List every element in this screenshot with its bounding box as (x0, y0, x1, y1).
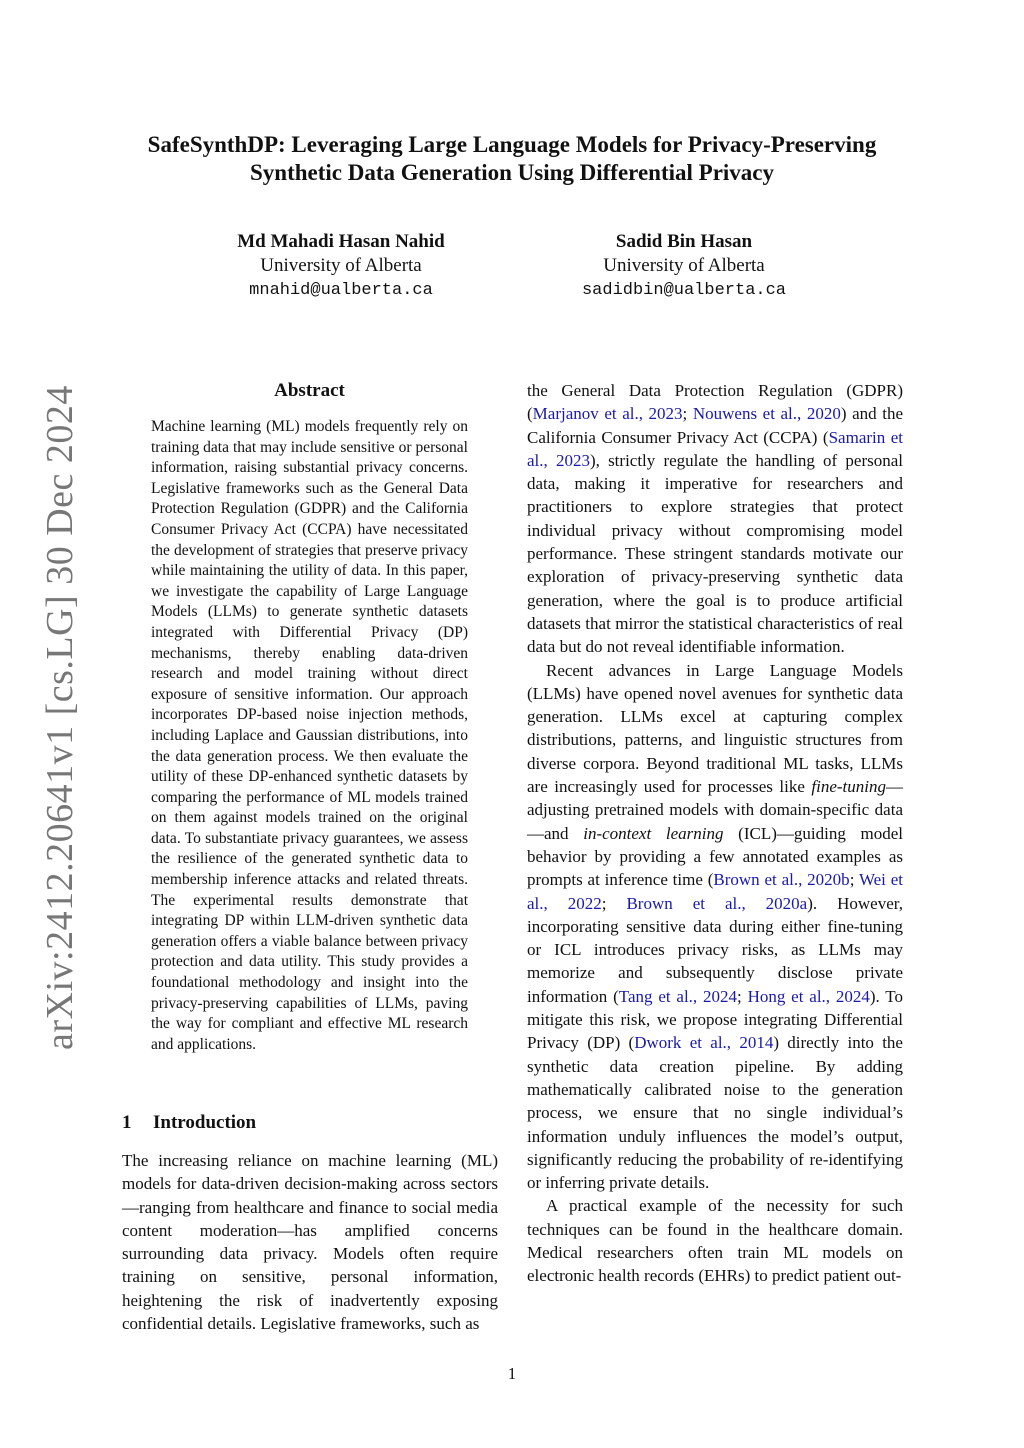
author-email: sadidbin@ualberta.ca (581, 281, 787, 300)
author-1 (191, 230, 491, 304)
author-affiliation: University of Alberta (260, 255, 422, 276)
author-name: Md Mahadi Hasan Nahid (237, 231, 445, 252)
author-2 (534, 230, 834, 304)
title-line-2: Synthetic Data Generation Using Differential Privacy (249, 160, 775, 185)
citation-link[interactable]: Dwork et al., 2014 (634, 1033, 774, 1053)
citation-link[interactable]: Hong et al., 2024 (747, 986, 870, 1006)
section-heading (122, 1111, 498, 1135)
paragraph: Recent advances in Large Language Models (LLMs) have opened novel avenues for synthetic data generation. LLMs excel at capturing complex distributions, patterns, and linguistic structures from diverse corpora. Beyond traditional ML tasks, LLMs are increasingly used for processes like fine-tuning—adjusting pretrained models with domain-specific data—and in-context learning (ICL)—guiding model behavior by providing a few annotated examples as prompts at inference time (Brown et al., 2020b; Wei et al., 2022; Brown et al., 2020a). However, incorporating sensitive data during either fine-tuning or ICL introduces privacy risks, as LLMs may memorize and subsequently disclose private information (Tang et al., 2024; Hong et al., 2024). To mitigate this risk, we propose integrating Differential Privacy (DP) (Dwork et al., 2014) directly into the synthetic data creation pipeline. By adding mathematically calibrated noise to the generation process, we ensure that no single individual’s information unduly influences the model’s output, significantly reducing the probability of re-identifying or inferring private details. (527, 660, 904, 1193)
right-column (527, 379, 903, 1288)
intro-paragraph: The increasing reliance on machine learning (ML) models for data-driven decision-making across sectors—ranging from healthcare and finance to social media content moderation—has amplified concerns surrounding data privacy. Models often require training on sensitive, personal information, heightening the risk of inadvertently exposing confidential details. Legislative frameworks, such as (122, 1151, 498, 1334)
paragraph: the General Data Protection Regulation (GDPR) (Marjanov et al., 2023; Nouwens et al., 2020) and the California Consumer Privacy Act (CCPA) (Samarin et al., 2023), strictly regulate the handling of personal data, making it imperative for researchers and practitioners to explore strategies that protect individual privacy without compromising model performance. These stringent standards motivate our exploration of privacy-preserving synthetic data generation, where the goal is to produce artificial datasets that mirror the statistical characteristics of real data but do not reveal identifiable information. (527, 381, 903, 657)
author-email: mnahid@ualberta.ca (249, 281, 433, 300)
section-number: 1 (122, 1112, 132, 1133)
arxiv-stamp: arXiv:2412.20641v1 [cs.LG] 30 Dec 2024 (39, 385, 81, 1050)
citation-link[interactable]: Samarin et al., 2023 (527, 427, 903, 470)
author-affiliation: University of Alberta (603, 255, 765, 276)
paper-title (100, 131, 924, 187)
section-title: Introduction (153, 1112, 257, 1133)
abstract-text: Machine learning (ML) models frequently rely on training data that may include sensitive or personal information, raising substantial privacy concerns. Legislative frameworks such as the General Data Protection Regulation (GDPR) and the California Consumer Privacy Act (CCPA) have necessitated the development of strategies that preserve privacy while maintaining the utility of data. In this paper, we investigate the capability of Large Language Models (LLMs) to generate synthetic datasets integrated with Differential Privacy (DP) mechanisms, thereby enabling data-driven research and model training without direct exposure of sensitive information. Our approach incorporates DP-based noise injection methods, including Laplace and Gaussian distributions, into the data generation process. We then evaluate the utility of these DP-enhanced synthetic datasets by comparing the performance of ML models trained on them against models trained on the original data. To substantiate privacy guarantees, we assess the resilience of the generated synthetic data to membership inference attacks and related threats. The experimental results demonstrate that integrating DP within LLM-driven synthetic data generation offers a viable balance between privacy protection and data utility. This study provides a foundational methodology and insight into the privacy-preserving capabilities of LLMs, paving the way for compliant and effective ML research and applications. (151, 418, 468, 1053)
citation-link[interactable]: Wei et al., 2022 (527, 870, 903, 913)
citation-link[interactable]: Tang et al., 2024 (618, 986, 738, 1006)
title-line-1: SafeSynthDP: Leveraging Large Language Models for Privacy-Preserving (147, 132, 877, 157)
citation-link[interactable]: Nouwens et al., 2020 (692, 404, 841, 424)
abstract-heading: Abstract (274, 380, 345, 401)
page-number: 1 (507, 1364, 517, 1383)
author-name: Sadid Bin Hasan (615, 231, 753, 252)
paragraph: A practical example of the necessity for such techniques can be found in the healthcare domain. Medical researchers often train ML models on electronic health records (EHRs) to predict patient out- (527, 1196, 903, 1286)
citation-link[interactable]: Brown et al., 2020b (713, 870, 850, 890)
citation-link[interactable]: Brown et al., 2020a (626, 893, 808, 913)
citation-link[interactable]: Marjanov et al., 2023 (532, 404, 683, 424)
